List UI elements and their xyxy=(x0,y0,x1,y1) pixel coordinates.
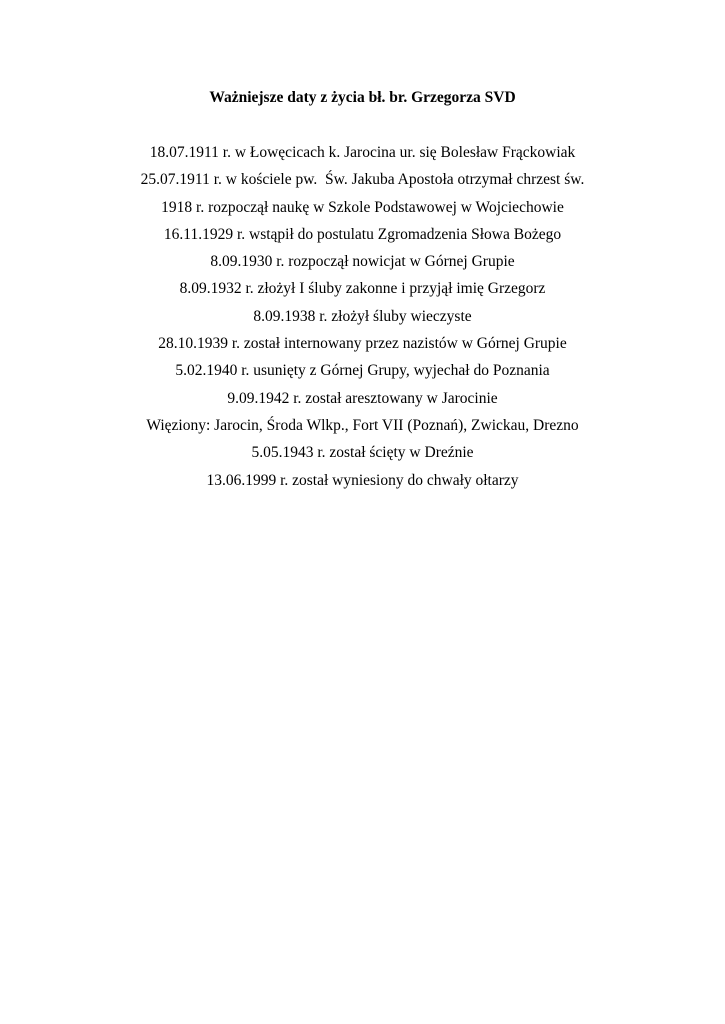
date-list xyxy=(0,139,725,494)
date-entry: 25.07.1911 r. w kościele pw. Św. Jakuba Apostoła otrzymał chrzest św. xyxy=(140,171,585,189)
date-entry: Więziony: Jarocin, Środa Wlkp., Fort VII (Poznań), Zwickau, Drezno xyxy=(146,416,579,434)
date-entry: 5.05.1943 r. został ścięty w Dreźnie xyxy=(251,444,474,462)
date-entry: 8.09.1932 r. złożył I śluby zakonne i przyjął imię Grzegorz xyxy=(179,280,546,298)
date-entry: 28.10.1939 r. został internowany przez nazistów w Górnej Grupie xyxy=(158,335,567,353)
date-entry: 13.06.1999 r. został wyniesiony do chwały ołtarzy xyxy=(206,471,519,489)
date-entry: 9.09.1942 r. został aresztowany w Jarocinie xyxy=(227,389,498,407)
date-entry: 1918 r. rozpoczął naukę w Szkole Podstawowej w Wojciechowie xyxy=(161,198,564,216)
date-entry: 8.09.1930 r. rozpoczął nowicjat w Górnej Grupie xyxy=(210,253,515,271)
date-entry: 16.11.1929 r. wstąpił do postulatu Zgromadzenia Słowa Bożego xyxy=(163,225,562,243)
date-entry: 18.07.1911 r. w Łowęcicach k. Jarocina ur. się Bolesław Frąckowiak xyxy=(149,144,576,161)
date-entry: 5.02.1940 r. usunięty z Górnej Grupy, wyjechał do Poznania xyxy=(175,362,550,380)
document-title: Ważniejsze daty z życia bł. br. Grzegorza SVD xyxy=(209,89,516,106)
date-entry: 8.09.1938 r. złożył śluby wieczyste xyxy=(253,307,472,325)
